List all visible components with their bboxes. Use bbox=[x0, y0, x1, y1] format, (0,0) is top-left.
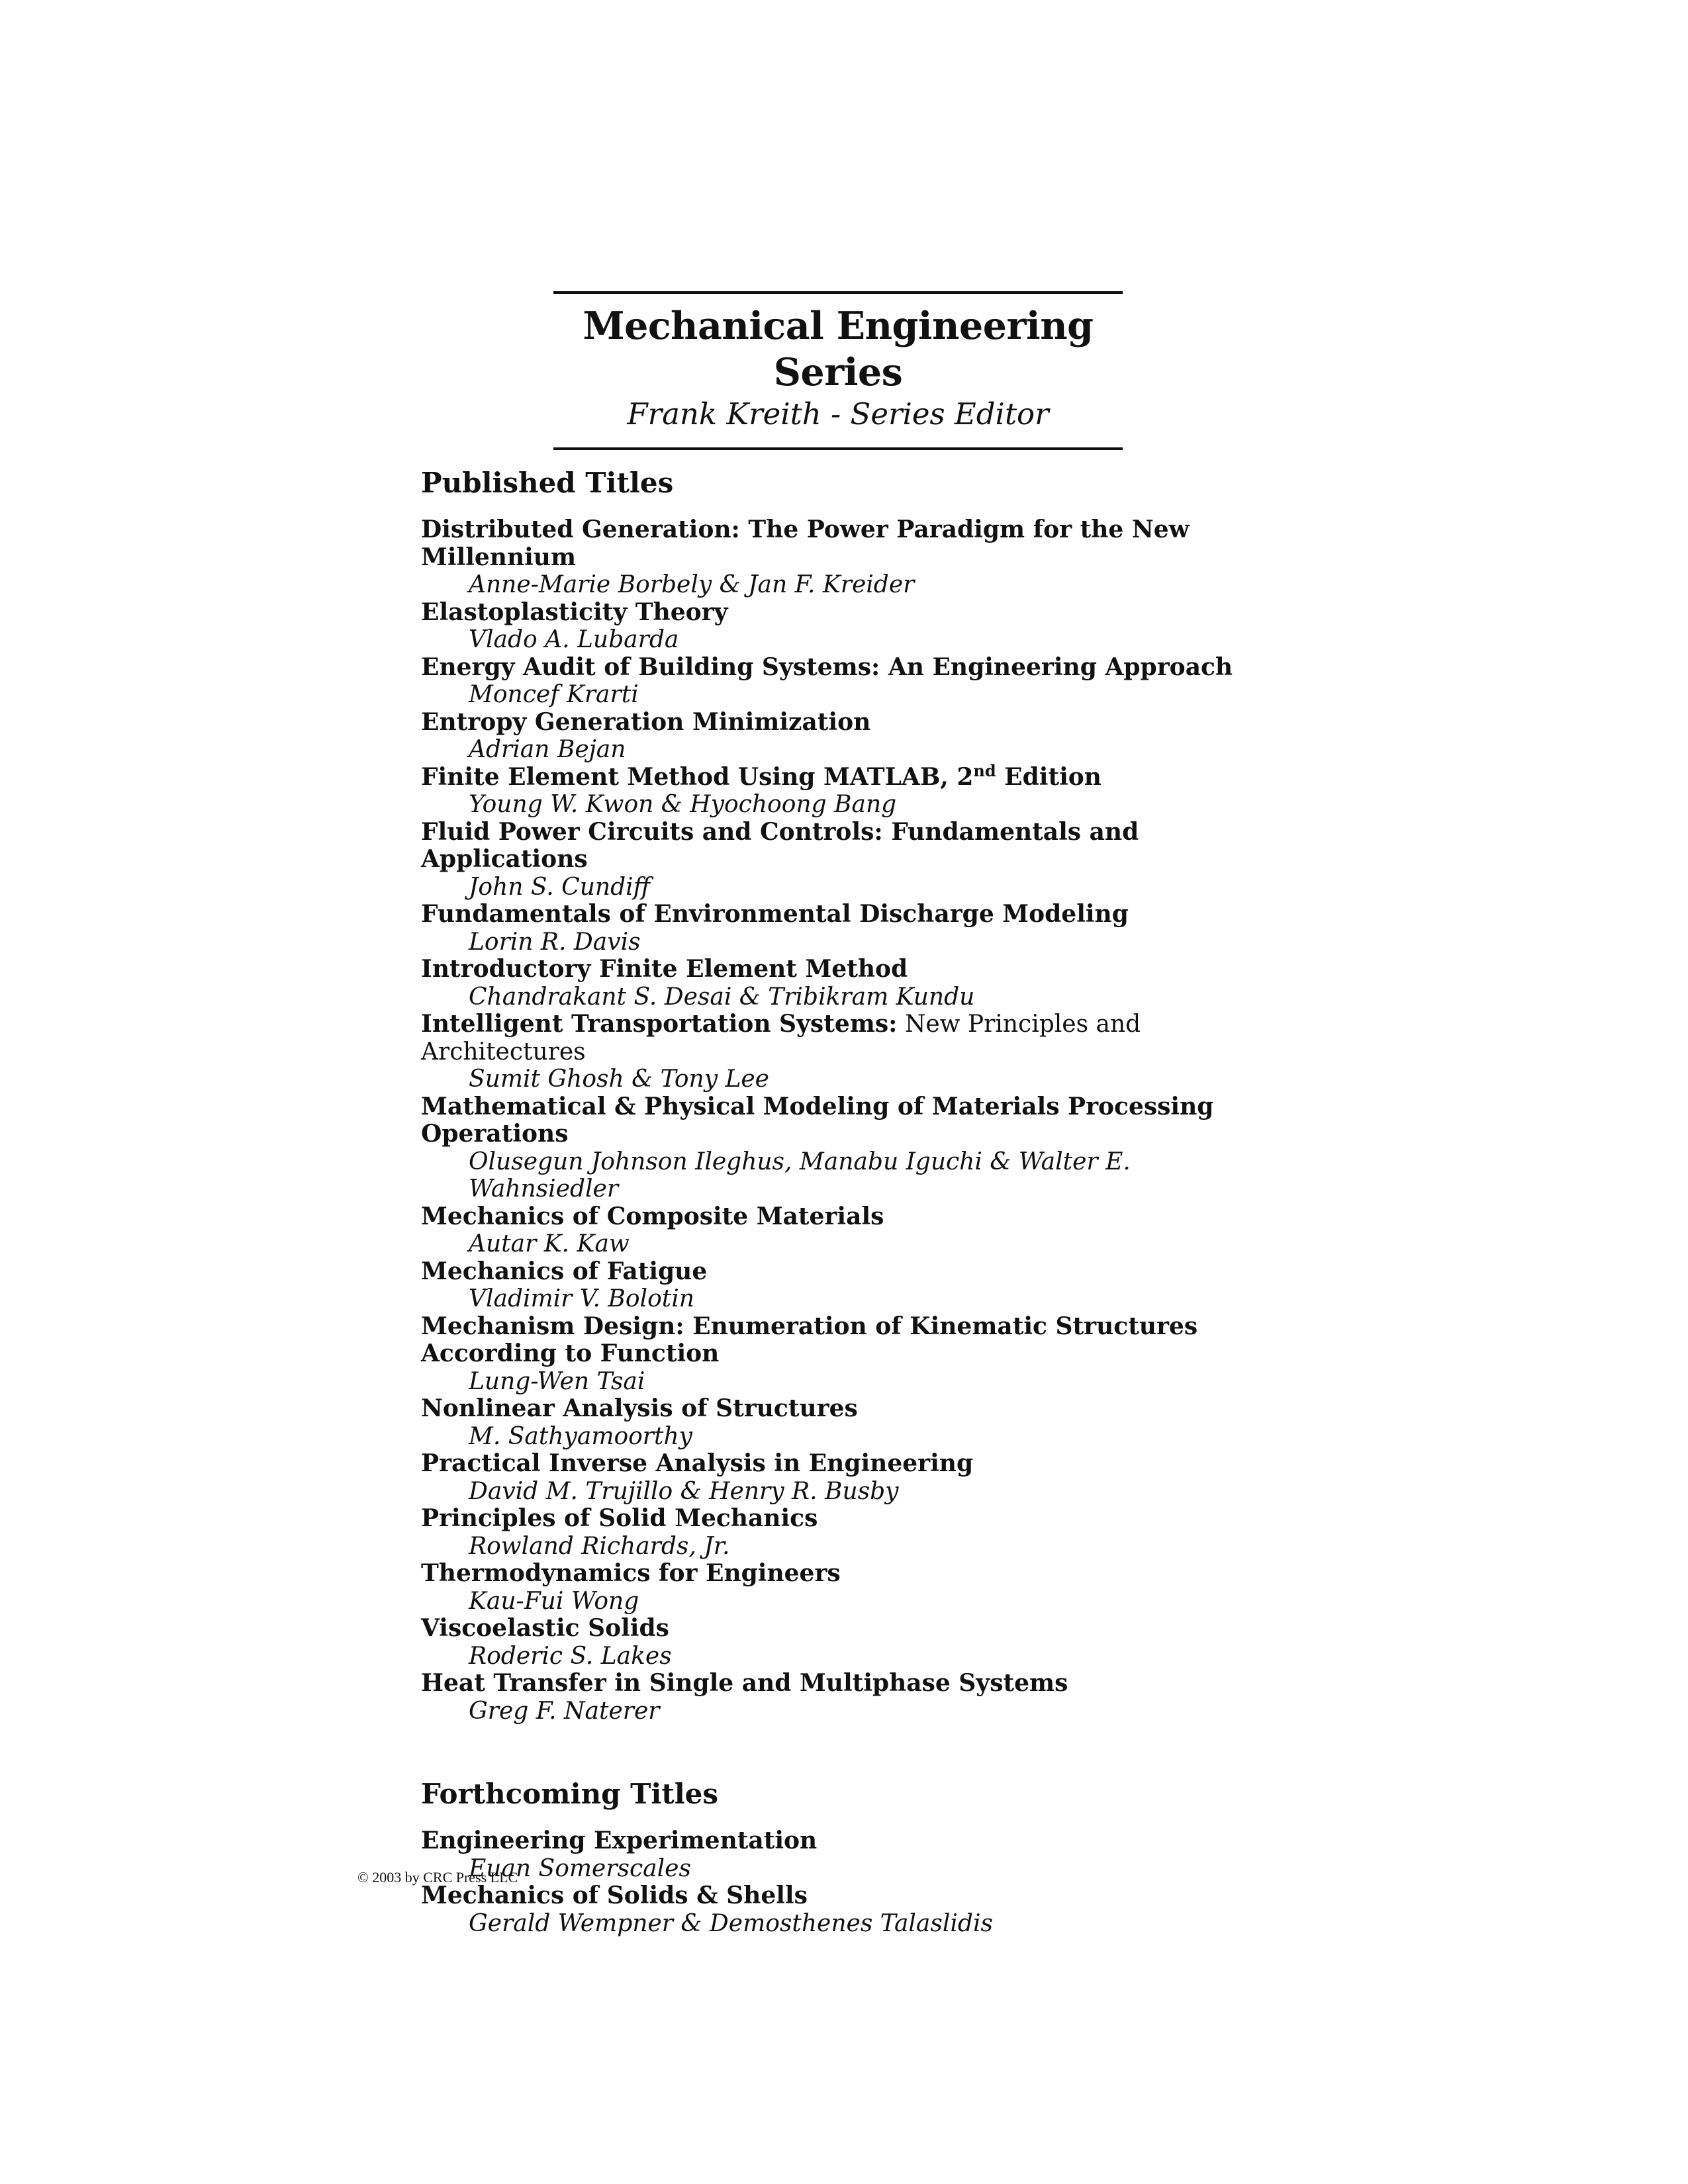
book-entry bbox=[421, 819, 1282, 901]
book-title: Practical Inverse Analysis in Engineering bbox=[421, 1449, 974, 1477]
book-author: Chandrakant S. Desai & Tribikram Kundu bbox=[469, 983, 975, 1011]
title-list bbox=[421, 463, 1282, 1937]
book-author: Rowland Richards, Jr. bbox=[469, 1532, 730, 1560]
book-title-main: Finite Element Method Using MATLAB, 2 bbox=[421, 762, 974, 791]
book-title: Fluid Power Circuits and Controls: Fundamentals and Applications bbox=[421, 817, 1139, 873]
book-entry bbox=[421, 1450, 1282, 1505]
book-author: John S. Cundiff bbox=[469, 873, 651, 901]
book-title: Thermodynamics for Engineers bbox=[421, 1559, 841, 1587]
book-entry bbox=[421, 956, 1282, 1011]
book-title: Viscoelastic Solids bbox=[421, 1614, 669, 1642]
book-author: David M. Trujillo & Henry R. Busby bbox=[469, 1477, 899, 1505]
book-entry bbox=[421, 654, 1282, 709]
book-entry bbox=[421, 709, 1282, 764]
book-title-tail: Edition bbox=[996, 762, 1102, 791]
book-title: Elastoplasticity Theory bbox=[421, 598, 728, 626]
book-entry bbox=[421, 1505, 1282, 1560]
book-title: Mechanics of Composite Materials bbox=[421, 1202, 884, 1230]
book-entry bbox=[421, 1615, 1282, 1670]
book-entry bbox=[421, 760, 1282, 819]
book-entry bbox=[421, 1203, 1282, 1258]
book-entry bbox=[421, 1395, 1282, 1450]
book-title: Entropy Generation Minimization bbox=[421, 707, 871, 736]
book-author: Roderic S. Lakes bbox=[469, 1642, 672, 1670]
forthcoming-heading: Forthcoming Titles bbox=[421, 1778, 719, 1810]
book-title bbox=[421, 1011, 1282, 1066]
bottom-rule bbox=[553, 447, 1123, 450]
series-editor: Frank Kreith - Series Editor bbox=[627, 396, 1049, 432]
section-spacer bbox=[421, 1725, 1282, 1774]
book-title: Mechanics of Solids & Shells bbox=[421, 1882, 808, 1909]
book-title: Introductory Finite Element Method bbox=[421, 955, 908, 983]
book-author: Autar K. Kaw bbox=[469, 1230, 630, 1257]
book-entry bbox=[421, 1560, 1282, 1615]
published-books bbox=[421, 516, 1282, 1725]
series-header bbox=[553, 291, 1123, 450]
book-title: Principles of Solid Mechanics bbox=[421, 1504, 818, 1532]
book-author: Lorin R. Davis bbox=[469, 928, 641, 956]
book-entry bbox=[421, 1827, 1282, 1882]
copyright-notice: © 2003 by CRC Press LLC bbox=[357, 1869, 518, 1886]
book-author: Greg F. Naterer bbox=[469, 1697, 660, 1725]
book-author: Moncef Krarti bbox=[469, 681, 639, 708]
book-title: Mechanics of Fatigue bbox=[421, 1257, 708, 1285]
book-title: Heat Transfer in Single and Multiphase Systems bbox=[421, 1669, 1068, 1697]
book-title: Energy Audit of Building Systems: An Engineering Approach bbox=[421, 653, 1233, 681]
forthcoming-books bbox=[421, 1827, 1282, 1937]
book-title bbox=[421, 760, 1282, 792]
series-title: Mechanical Engineering Series bbox=[583, 304, 1094, 394]
book-author: Young W. Kwon & Hyochoong Bang bbox=[469, 791, 897, 818]
top-rule bbox=[553, 291, 1123, 294]
book-entry bbox=[421, 1882, 1282, 1937]
book-author: Sumit Ghosh & Tony Lee bbox=[469, 1066, 769, 1093]
book-entry bbox=[421, 1011, 1282, 1093]
book-title: Engineering Experimentation bbox=[421, 1827, 818, 1854]
book-entry bbox=[421, 599, 1282, 654]
book-author: Euan Somerscales bbox=[469, 1854, 691, 1882]
book-title: Distributed Generation: The Power Paradigm for the New Millennium bbox=[421, 516, 1190, 571]
book-author: M. Sathyamoorthy bbox=[469, 1422, 693, 1450]
book-entry bbox=[421, 1258, 1282, 1313]
book-entry bbox=[421, 1313, 1282, 1396]
book-title: Mechanism Design: Enumeration of Kinematic Structures According to Function bbox=[421, 1312, 1198, 1367]
book-author: Lung-Wen Tsai bbox=[469, 1367, 645, 1395]
book-title: Nonlinear Analysis of Structures bbox=[421, 1394, 858, 1422]
book-author: Anne-Marie Borbely & Jan F. Kreider bbox=[469, 571, 915, 598]
published-heading: Published Titles bbox=[421, 467, 674, 499]
book-author: Vladimir V. Bolotin bbox=[469, 1285, 694, 1312]
book-entry bbox=[421, 1093, 1282, 1203]
book-title-bold: Intelligent Transportation Systems: bbox=[421, 1010, 898, 1038]
book-author: Adrian Bejan bbox=[469, 736, 626, 763]
book-title-normal: New Principles and Architectures bbox=[421, 1011, 1141, 1066]
book-title: Mathematical & Physical Modeling of Materials Processing Operations bbox=[421, 1092, 1214, 1148]
book-author: Gerald Wempner & Demosthenes Talaslidis bbox=[469, 1909, 993, 1937]
book-entry bbox=[421, 516, 1282, 599]
book-author: Kau-Fui Wong bbox=[469, 1587, 639, 1615]
book-author: Olusegun Johnson Ileghus, Manabu Iguchi & Walter E. Wahnsiedler bbox=[469, 1148, 1131, 1203]
edition-superscript: nd bbox=[973, 760, 996, 780]
book-entry bbox=[421, 901, 1282, 956]
book-entry bbox=[421, 1670, 1282, 1725]
book-title: Fundamentals of Environmental Discharge Modeling bbox=[421, 900, 1129, 928]
book-author: Vlado A. Lubarda bbox=[469, 626, 679, 653]
